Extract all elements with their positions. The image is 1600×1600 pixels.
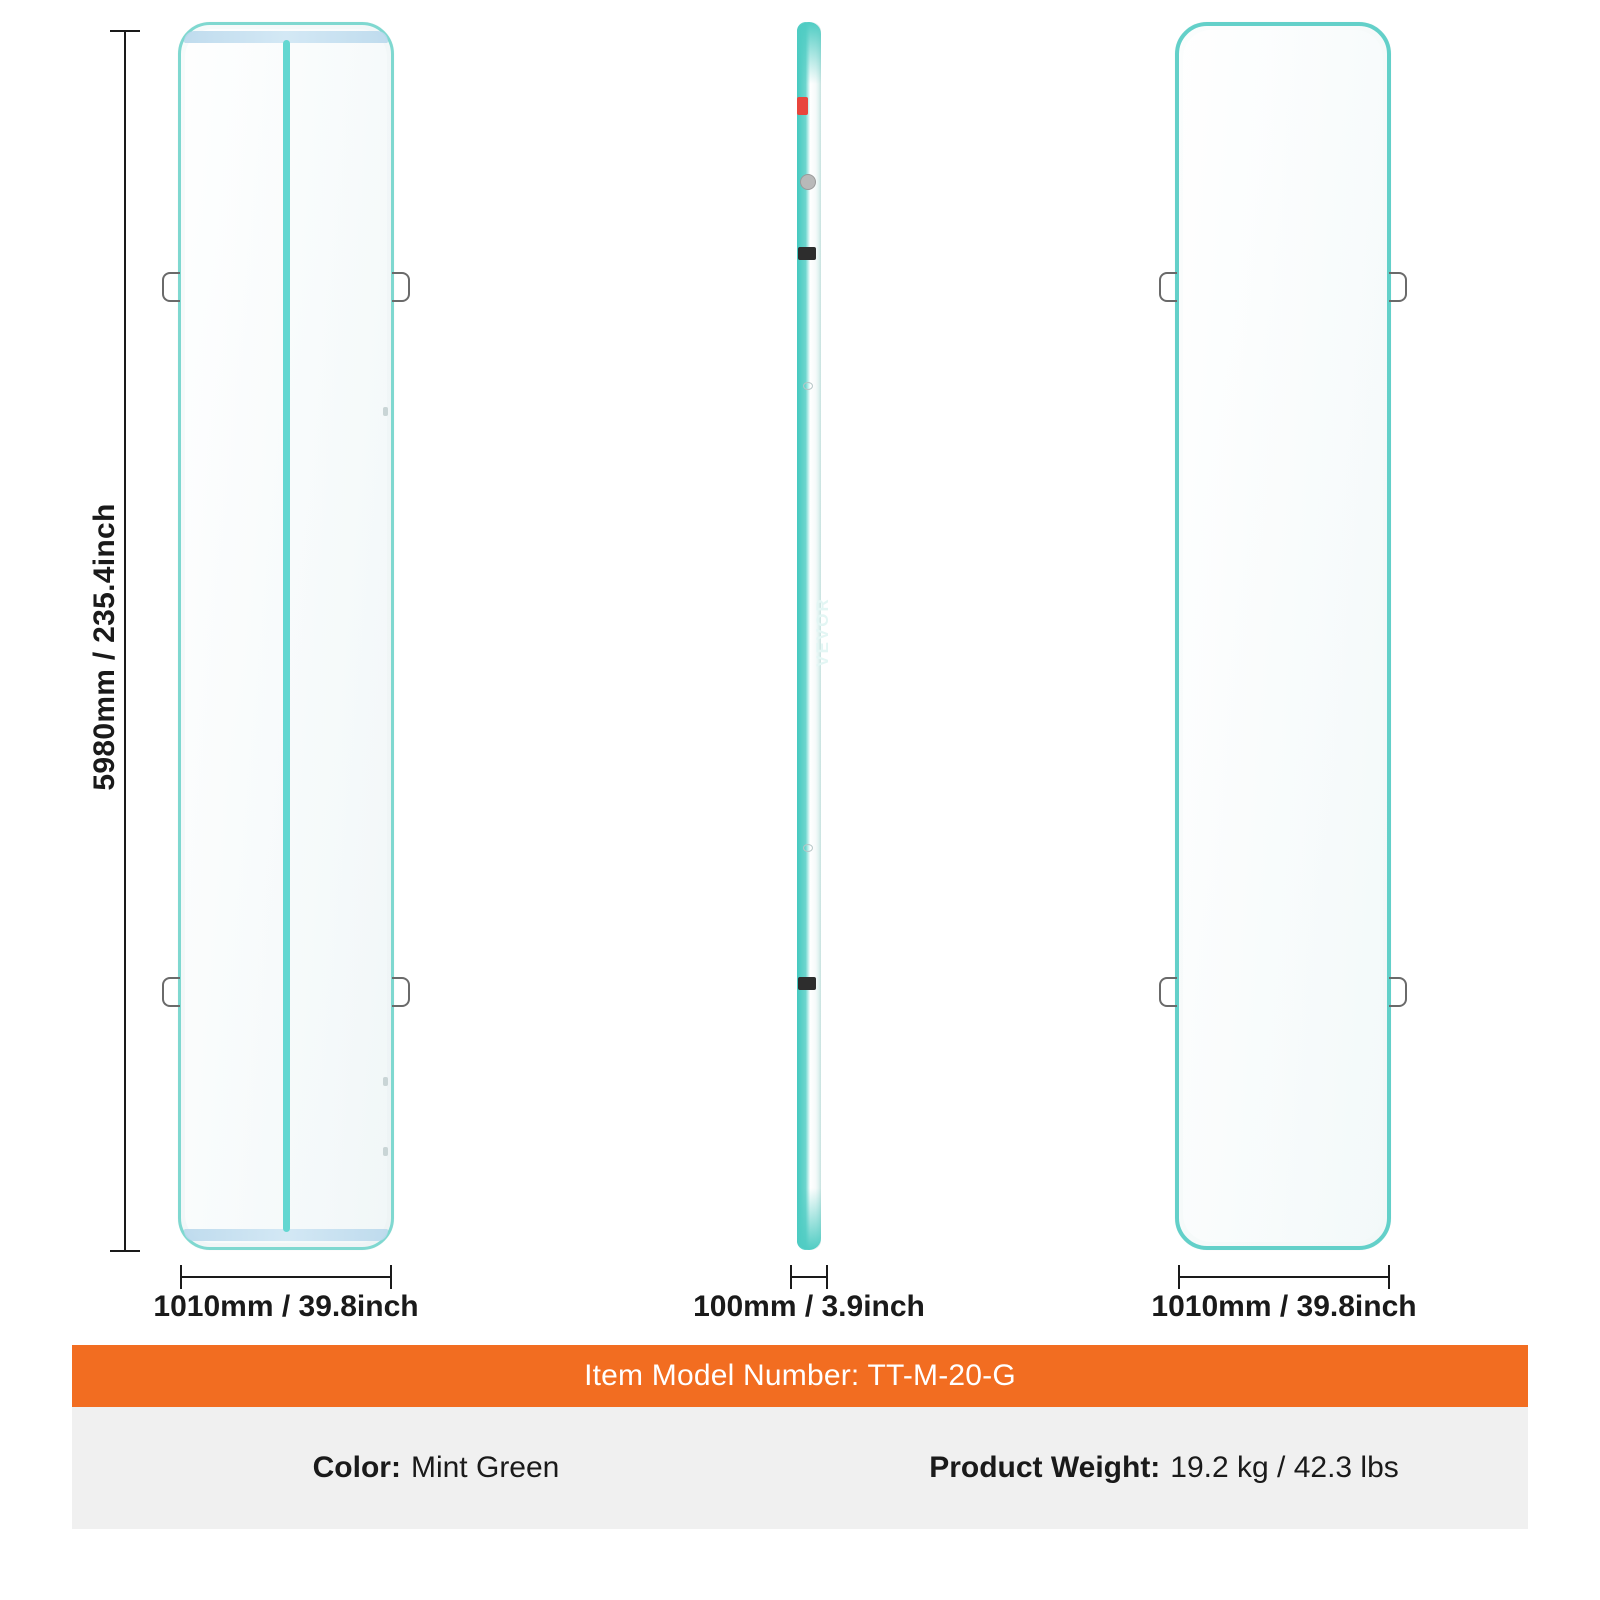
air-valve-icon bbox=[800, 174, 816, 190]
length-dimension-line bbox=[124, 30, 126, 1252]
spec-weight bbox=[800, 1451, 1528, 1485]
back-width-cap-left bbox=[1178, 1265, 1180, 1289]
back-handle-right-lower bbox=[1389, 977, 1407, 1007]
handle-left-upper bbox=[162, 272, 180, 302]
warning-label-icon bbox=[797, 97, 808, 115]
brand-tag-upper bbox=[798, 247, 816, 260]
spec-color-value: Mint Green bbox=[410, 1451, 560, 1484]
side-view bbox=[789, 22, 832, 1250]
handle-right-upper bbox=[392, 272, 410, 302]
front-width-cap-left bbox=[180, 1265, 182, 1289]
spec-weight-value: 19.2 kg / 42.3 lbs bbox=[1170, 1451, 1399, 1484]
side-bottom-taper bbox=[797, 1188, 821, 1250]
thickness-cap-left bbox=[790, 1265, 792, 1289]
spec-bar bbox=[72, 1407, 1528, 1529]
handle-left-lower bbox=[162, 977, 180, 1007]
brand-label: VEVOR bbox=[813, 597, 832, 667]
front-view bbox=[178, 22, 394, 1250]
back-width-label: 1010mm / 39.8inch bbox=[1151, 1290, 1417, 1323]
spec-color-key: Color: bbox=[312, 1451, 401, 1484]
model-number-bar bbox=[72, 1345, 1528, 1407]
length-cap-bottom bbox=[110, 1250, 140, 1252]
model-number-text: Item Model Number: TT-M-20-G bbox=[584, 1359, 1016, 1392]
spec-weight-key: Product Weight: bbox=[929, 1451, 1161, 1484]
thickness-line bbox=[790, 1276, 828, 1278]
back-handle-left-lower bbox=[1159, 977, 1177, 1007]
thickness-cap-right bbox=[826, 1265, 828, 1289]
front-seam-lower bbox=[383, 1147, 388, 1156]
spec-color bbox=[72, 1451, 800, 1485]
back-handle-right-upper bbox=[1389, 272, 1407, 302]
front-seam-mid bbox=[383, 1077, 388, 1086]
side-seam-lower bbox=[803, 844, 813, 852]
back-handle-left-upper bbox=[1159, 272, 1177, 302]
side-top-taper bbox=[797, 22, 821, 84]
brand-tag-lower bbox=[798, 977, 816, 990]
back-view bbox=[1175, 22, 1391, 1250]
side-seam-upper bbox=[803, 382, 813, 390]
back-mat-body bbox=[1175, 22, 1391, 1250]
back-width-line bbox=[1178, 1276, 1390, 1278]
handle-right-lower bbox=[392, 977, 410, 1007]
front-center-stripe bbox=[283, 40, 290, 1232]
thickness-label: 100mm / 3.9inch bbox=[693, 1290, 925, 1323]
front-width-cap-right bbox=[390, 1265, 392, 1289]
front-width-label: 1010mm / 39.8inch bbox=[153, 1290, 419, 1323]
back-width-cap-right bbox=[1388, 1265, 1390, 1289]
front-seam-upper bbox=[383, 407, 388, 416]
front-width-line bbox=[180, 1276, 392, 1278]
length-dimension-label: 5980mm / 235.4inch bbox=[88, 503, 121, 791]
